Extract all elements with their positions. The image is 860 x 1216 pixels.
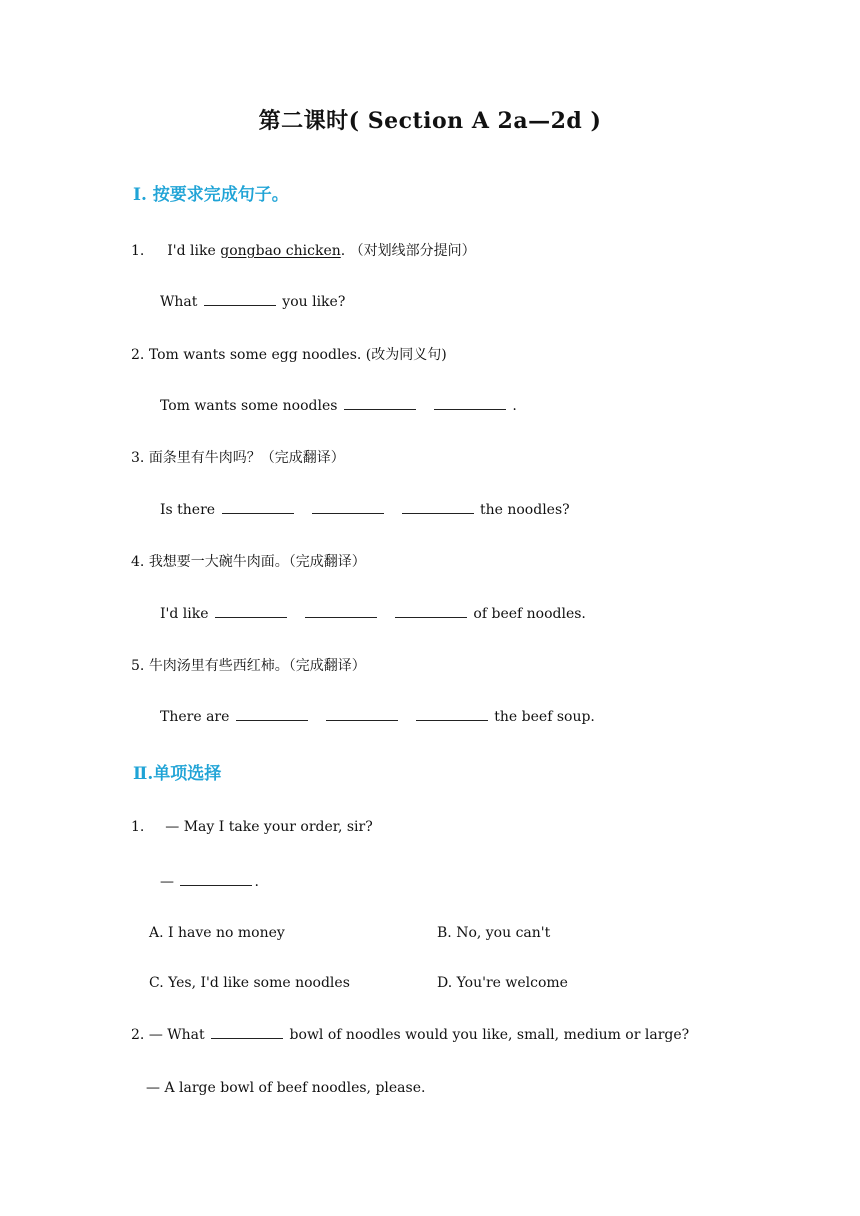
question-text-post: . （对划线部分提问）	[340, 243, 476, 259]
answer-line-4	[160, 605, 586, 622]
question-text: Tom wants some egg noodles. (改为同义句)	[148, 347, 447, 363]
answer-blank[interactable]	[402, 501, 474, 514]
question-text-post: bowl of noodles would you like, small, medium or large?	[285, 1027, 690, 1043]
mc-question-2	[131, 1026, 689, 1043]
question-4	[131, 551, 366, 571]
option-b[interactable]: B. No, you can't	[437, 925, 551, 941]
option-d[interactable]: D. You're welcome	[437, 975, 568, 991]
question-text: 我想要一大碗牛肉面。（完成翻译）	[148, 554, 366, 570]
question-2	[131, 344, 447, 364]
question-text: May I take your order, sir?	[183, 819, 373, 835]
answer-blank[interactable]	[344, 397, 416, 410]
answer-pre: Tom wants some noodles	[160, 398, 342, 414]
answer-pre: Is there	[160, 502, 220, 518]
answer-line-1	[160, 293, 345, 310]
answer-blank[interactable]	[222, 501, 294, 514]
question-text-pre: I'd like	[167, 243, 221, 259]
mc-answer-line-2	[146, 1080, 425, 1096]
section-1-heading: Ⅰ. 按要求完成句子。	[133, 185, 289, 205]
answer-blank[interactable]	[211, 1026, 283, 1039]
answer-text: A large bowl of beef noodles, please.	[164, 1080, 426, 1096]
underlined-phrase: gongbao chicken	[220, 243, 341, 259]
answer-pre: What	[160, 294, 202, 310]
question-text-pre: What	[167, 1027, 210, 1043]
question-text: 牛肉汤里有些西红柿。（完成翻译）	[148, 658, 366, 674]
answer-post: of beef noodles.	[468, 606, 586, 622]
answer-post: .	[507, 398, 517, 414]
question-number: 4.	[131, 554, 145, 570]
answer-pre: I'd like	[160, 606, 213, 622]
dialogue-dash: —	[148, 1027, 163, 1043]
answer-post: the noodles?	[475, 502, 570, 518]
answer-pre: There are	[160, 709, 234, 725]
answer-blank[interactable]	[180, 873, 252, 886]
dialogue-dash: —	[165, 819, 180, 835]
answer-post: you like?	[277, 294, 346, 310]
answer-blank[interactable]	[204, 293, 276, 306]
answer-blank[interactable]	[326, 708, 398, 721]
question-number: 1.	[131, 243, 145, 259]
question-number: 1.	[131, 819, 145, 835]
question-3	[131, 447, 345, 467]
page-title: 第二课时( Section A 2a—2d )	[258, 108, 602, 134]
answer-line-5	[160, 708, 595, 725]
question-number: 2.	[131, 347, 145, 363]
question-1	[131, 240, 476, 260]
dialogue-dash: —	[146, 1080, 160, 1096]
answer-line-2	[160, 397, 517, 414]
question-number: 2.	[131, 1027, 145, 1043]
section-2-heading: Ⅱ.单项选择	[133, 764, 222, 784]
answer-blank[interactable]	[416, 708, 488, 721]
mc-question-1	[131, 819, 373, 835]
question-number: 5.	[131, 658, 145, 674]
answer-blank[interactable]	[434, 397, 506, 410]
answer-blank[interactable]	[236, 708, 308, 721]
mc-answer-line-1	[160, 873, 259, 890]
question-text: 面条里有牛肉吗？（完成翻译）	[148, 450, 345, 466]
answer-blank[interactable]	[305, 605, 377, 618]
answer-blank[interactable]	[312, 501, 384, 514]
question-5	[131, 655, 366, 675]
answer-post: .	[254, 874, 259, 890]
option-a[interactable]: A. I have no money	[149, 925, 285, 941]
option-c[interactable]: C. Yes, I'd like some noodles	[149, 975, 350, 991]
question-number: 3.	[131, 450, 145, 466]
dialogue-dash: —	[160, 874, 174, 890]
answer-line-3	[160, 501, 570, 518]
answer-post: the beef soup.	[489, 709, 595, 725]
answer-blank[interactable]	[215, 605, 287, 618]
answer-blank[interactable]	[395, 605, 467, 618]
